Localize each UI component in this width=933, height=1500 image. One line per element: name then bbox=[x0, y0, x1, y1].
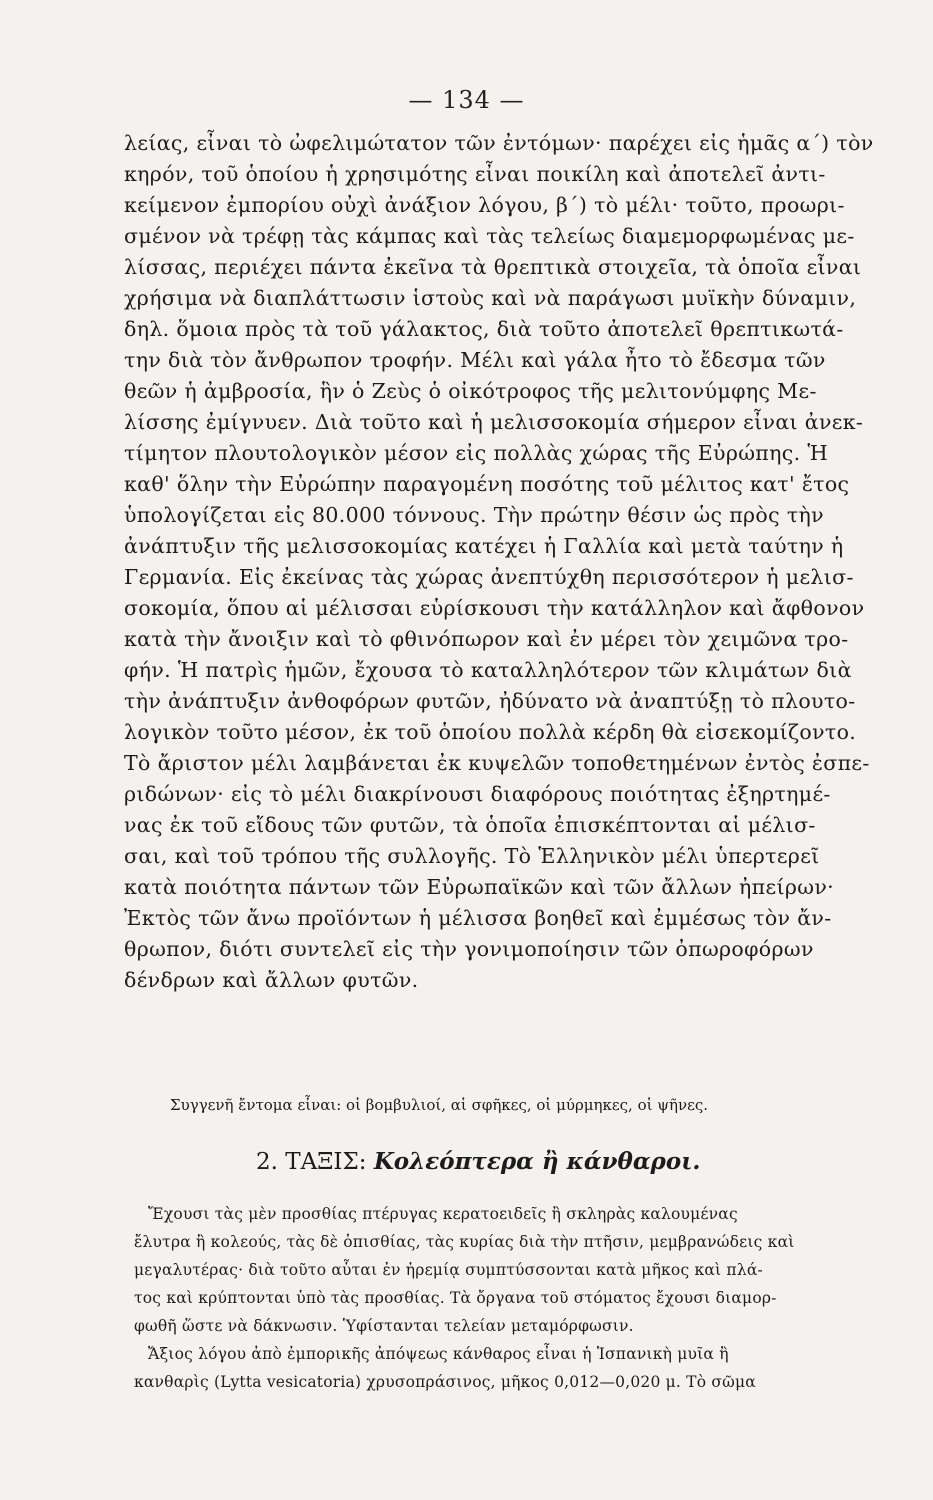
small-text-line: φωθῆ ὥστε νὰ δάκνωσιν. Ὑφίστανται τελείαν μεταμόρφωσιν. bbox=[134, 1317, 634, 1335]
small-text-line: μεγαλυτέρας· διὰ τοῦτο αὗται ἐν ἠρεμίᾳ συμπτύσσονται κατὰ μῆκος καὶ πλά- bbox=[134, 1261, 763, 1279]
small-text-line: τος καὶ κρύπτονται ὑπὸ τὰς προσθίας. Τὰ ὄργανα τοῦ στόματος ἔχουσι διαμορ- bbox=[134, 1289, 777, 1307]
text-line: Τὸ ἄριστον μέλι λαμβάνεται ἐκ κυψελῶν τοποθετημένων ἐντὸς ἐσπε- bbox=[124, 751, 870, 775]
text-line: κείμενον ἐμπορίου οὐχὶ ἀνάξιον λόγου, β΄) τὸ μέλι· τοῦτο, προωρι- bbox=[124, 193, 845, 217]
text-line: κατὰ ποιότητα πάντων τῶν Εὐρωπαϊκῶν καὶ τῶν ἄλλων ἠπείρων· bbox=[124, 875, 835, 899]
text-line: την διὰ τὸν ἄνθρωπον τροφήν. Μέλι καὶ γάλα ἦτο τὸ ἔδεσμα τῶν bbox=[124, 348, 826, 372]
text-line: λίσσης ἐμίγνυεν. Διὰ τοῦτο καὶ ἡ μελισσοκομία σήμερον εἶναι ἀνεκ- bbox=[124, 410, 864, 434]
text-line: λογικὸν τοῦτο μέσον, ἐκ τοῦ ὁποίου πολλὰ κέρδη θὰ εἰσεκομίζοντο. bbox=[124, 720, 857, 744]
text-line: λίσσας, περιέχει πάντα ἐκεῖνα τὰ θρεπτικὰ στοιχεῖα, τὰ ὁποῖα εἶναι bbox=[124, 255, 862, 279]
text-line: Ἐκτὸς τῶν ἄνω προϊόντων ἡ μέλισσα βοηθεῖ καὶ ἐμμέσως τὸν ἄν- bbox=[124, 906, 832, 930]
text-line: τίμητον πλουτολογικὸν μέσον εἰς πολλὰς χώρας τῆς Εὐρώπης. Ἡ bbox=[124, 441, 829, 465]
text-line: ὑπολογίζεται εἰς 80.000 τόννους. Τὴν πρώτην θέσιν ὡς πρὸς τὴν bbox=[124, 503, 824, 527]
text-line: ἀνάπτυξιν τῆς μελισσοκομίας κατέχει ἡ Γαλλία καὶ μετὰ ταύτην ἡ bbox=[124, 534, 844, 558]
text-line: θεῶν ἡ ἀμβροσία, ἣν ὁ Ζεὺς ὁ οἰκότροφος τῆς μελιτονύμφης Με- bbox=[124, 379, 817, 403]
text-line: δένδρων καὶ ἄλλων φυτῶν. bbox=[124, 968, 419, 992]
text-line: θρωπον, διότι συντελεῖ εἰς τὴν γονιμοποίησιν τῶν ὀπωροφόρων bbox=[124, 937, 814, 961]
body-text bbox=[124, 128, 914, 996]
text-line: κηρόν, τοῦ ὁποίου ἡ χρησιμότης εἶναι ποικίλη καὶ ἀποτελεῖ ἀντι- bbox=[124, 162, 826, 186]
small-text-line: κανθαρὶς (Lytta vesicatoria) χρυσοπράσινος, μῆκος 0,012—0,020 μ. Τὸ σῶμα bbox=[134, 1373, 756, 1391]
small-text-line: ἔλυτρα ἢ κολεούς, τὰς δὲ ὀπισθίας, τὰς κυρίας διὰ τὴν πτῆσιν, μεμβρανώδεις καὶ bbox=[134, 1233, 795, 1251]
section-heading bbox=[256, 1148, 916, 1175]
text-line: ριδώνων· εἰς τὸ μέλι διακρίνουσι διαφόρους ποιότητας ἐξηρτημέ- bbox=[124, 782, 831, 806]
small-text-line: Ἔχουσι τὰς μὲν προσθίας πτέρυγας κερατοειδεῖς ἢ σκληρὰς καλουμένας bbox=[148, 1205, 738, 1223]
text-line: σαι, καὶ τοῦ τρόπου τῆς συλλογῆς. Τὸ Ἑλληνικὸν μέλι ὑπερτερεῖ bbox=[124, 844, 820, 868]
section-number: 2. bbox=[256, 1149, 278, 1175]
text-line: καθ' ὅλην τὴν Εὐρώπην παραγομένη ποσότης τοῦ μέλιτος κατ' ἔτος bbox=[124, 472, 850, 496]
text-line: φήν. Ἡ πατρὶς ἡμῶν, ἔχουσα τὸ καταλληλότερον τῶν κλιμάτων διὰ bbox=[124, 658, 852, 682]
text-line: λείας, εἶναι τὸ ὠφελιμώτατον τῶν ἐντόμων· παρέχει εἰς ἡμᾶς α΄) τὸν bbox=[124, 131, 874, 155]
text-line: Γερμανία. Εἰς ἐκείνας τὰς χώρας ἀνεπτύχθη περισσότερον ἡ μελισ- bbox=[124, 565, 854, 589]
text-line: σμένον νὰ τρέφῃ τὰς κάμπας καὶ τὰς τελείως διαμεμορφωμένας με- bbox=[124, 224, 855, 248]
section-label: ΤΑΞΙΣ: bbox=[285, 1149, 367, 1175]
page-number: — 134 — bbox=[408, 86, 525, 114]
text-line: χρήσιμα νὰ διαπλάττωσιν ἱστοὺς καὶ νὰ παράγωσι μυϊκὴν δύναμιν, bbox=[124, 286, 857, 310]
text-line: νας ἐκ τοῦ εἴδους τῶν φυτῶν, τὰ ὁποῖα ἐπισκέπτονται αἱ μέλισ- bbox=[124, 813, 816, 837]
text-line: κατὰ τὴν ἄνοιξιν καὶ τὸ φθινόπωρον καὶ ἐν μέρει τὸν χειμῶνα τρο- bbox=[124, 627, 849, 651]
section-body bbox=[134, 1200, 914, 1396]
text-line: τὴν ἀνάπτυξιν ἀνθοφόρων φυτῶν, ἠδύνατο νὰ ἀναπτύξῃ τὸ πλουτο- bbox=[124, 689, 856, 713]
section-name: Κολεόπτερα ἢ κάνθαροι. bbox=[373, 1148, 701, 1175]
related-insects-note: Συγγενῆ ἔντομα εἶναι: οἱ βομβυλιοί, αἱ σφῆκες, οἱ μύρμηκες, οἱ ψῆνες. bbox=[170, 1096, 709, 1114]
text-line: δηλ. ὅμοια πρὸς τὰ τοῦ γάλακτος, διὰ τοῦτο ἀποτελεῖ θρεπτικωτά- bbox=[124, 317, 844, 341]
small-text-line: Ἄξιος λόγου ἀπὸ ἐμπορικῆς ἀπόψεως κάνθαρος εἶναι ἡ Ἱσπανικὴ μυῖα ἢ bbox=[148, 1345, 729, 1363]
text-line: σοκομία, ὅπου αἱ μέλισσαι εὑρίσκουσι τὴν κατάλληλον καὶ ἄφθονον bbox=[124, 596, 865, 620]
